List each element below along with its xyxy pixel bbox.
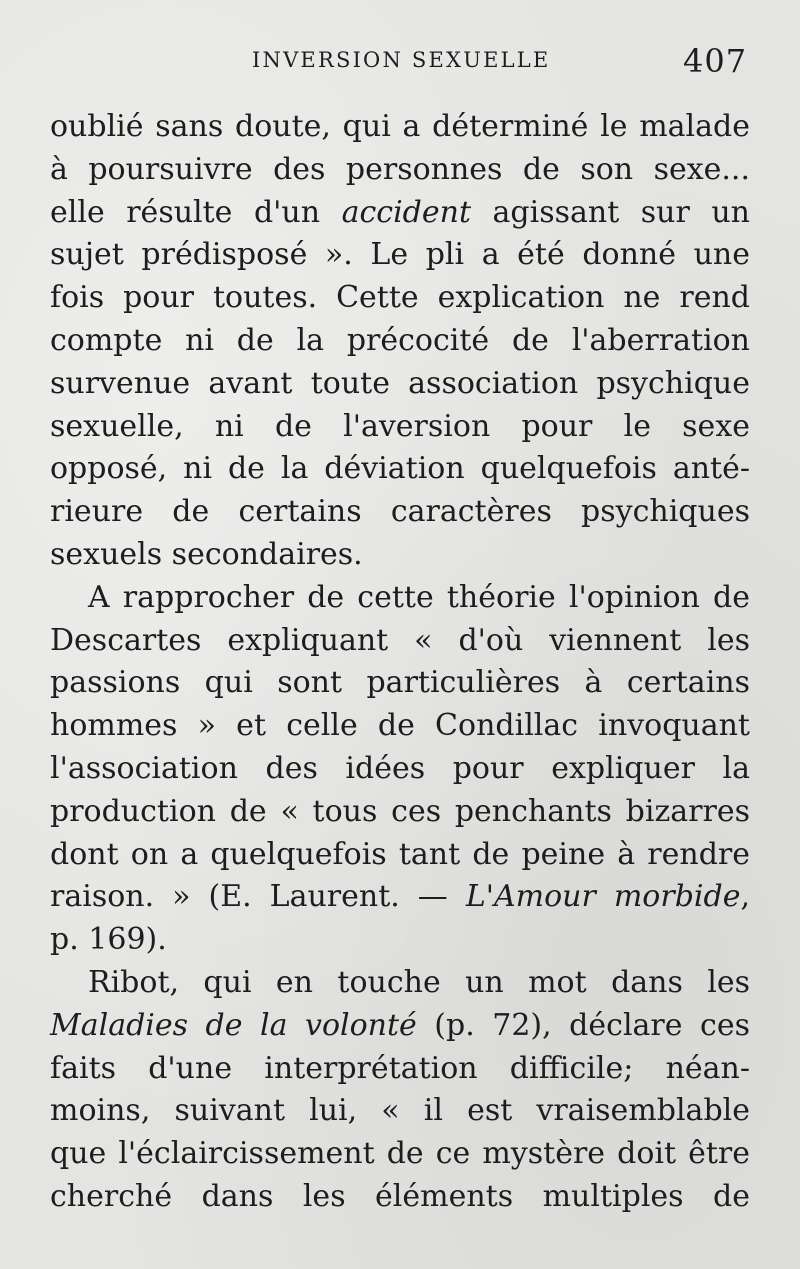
running-title: INVERSION SEXUELLE	[252, 48, 551, 72]
book-title: Maladies de la volonté	[50, 1007, 417, 1043]
text-line: sujet prédisposé ». Le pli a été donné une	[50, 237, 750, 273]
text-line	[50, 1005, 750, 1048]
body-text	[50, 106, 750, 1219]
text-run: raison. » (E. Laurent. —	[50, 879, 466, 915]
text-line: fois pour toutes. Cette explication ne rend	[50, 280, 750, 316]
text-line: passions qui sont particulières à certains	[50, 665, 750, 701]
text-line: opposé, ni de la déviation quelquefois anté-	[50, 451, 750, 487]
text-run: ,	[740, 879, 750, 915]
text-line: que l'éclaircissement de ce mystère doit être	[50, 1136, 750, 1172]
text-run: elle résulte d'un	[50, 194, 342, 230]
text-line: A rapprocher de cette théorie l'opinion de	[88, 579, 750, 615]
text-line: l'association des idées pour expliquer la	[50, 750, 750, 786]
text-line: compte ni de la précocité de l'aberration	[50, 322, 750, 358]
text-line: moins, suivant lui, « il est vraisemblable	[50, 1093, 750, 1129]
text-line: Ribot, qui en touche un mot dans les	[88, 964, 750, 1000]
text-line: rieure de certains caractères psychiques	[50, 494, 750, 530]
text-line: hommes » et celle de Condillac invoquant	[50, 708, 750, 744]
book-title: L'Amour morbide	[465, 879, 741, 915]
text-line	[50, 192, 750, 235]
text-line: Descartes expliquant « d'où viennent les	[50, 622, 750, 658]
text-line: survenue avant toute association psychique	[50, 365, 750, 401]
paragraph-3	[50, 962, 750, 1219]
text-line: sexuels secondaires.	[50, 536, 363, 572]
text-line: cherché dans les éléments multiples de	[50, 1178, 750, 1214]
running-head	[0, 44, 800, 80]
text-line: sexuelle, ni de l'aversion pour le sexe	[50, 408, 750, 444]
paragraph-2	[50, 577, 750, 962]
text-run: (p. 72), déclare ces	[416, 1007, 750, 1043]
page-number: 407	[683, 42, 748, 80]
text-line: p. 169).	[50, 922, 167, 958]
text-line: oublié sans doute, qui a déterminé le malade	[50, 109, 750, 144]
text-line: faits d'une interprétation difficile; néan-	[50, 1050, 750, 1086]
text-line: à poursuivre des personnes de son sexe...	[50, 151, 750, 187]
italic-term: accident	[341, 194, 471, 230]
text-line	[50, 876, 750, 919]
paragraph-1	[50, 106, 750, 577]
text-run: agissant sur un	[471, 194, 750, 230]
text-line: production de « tous ces penchants bizarres	[50, 793, 750, 829]
text-line: dont on a quelquefois tant de peine à rendre	[50, 836, 750, 872]
